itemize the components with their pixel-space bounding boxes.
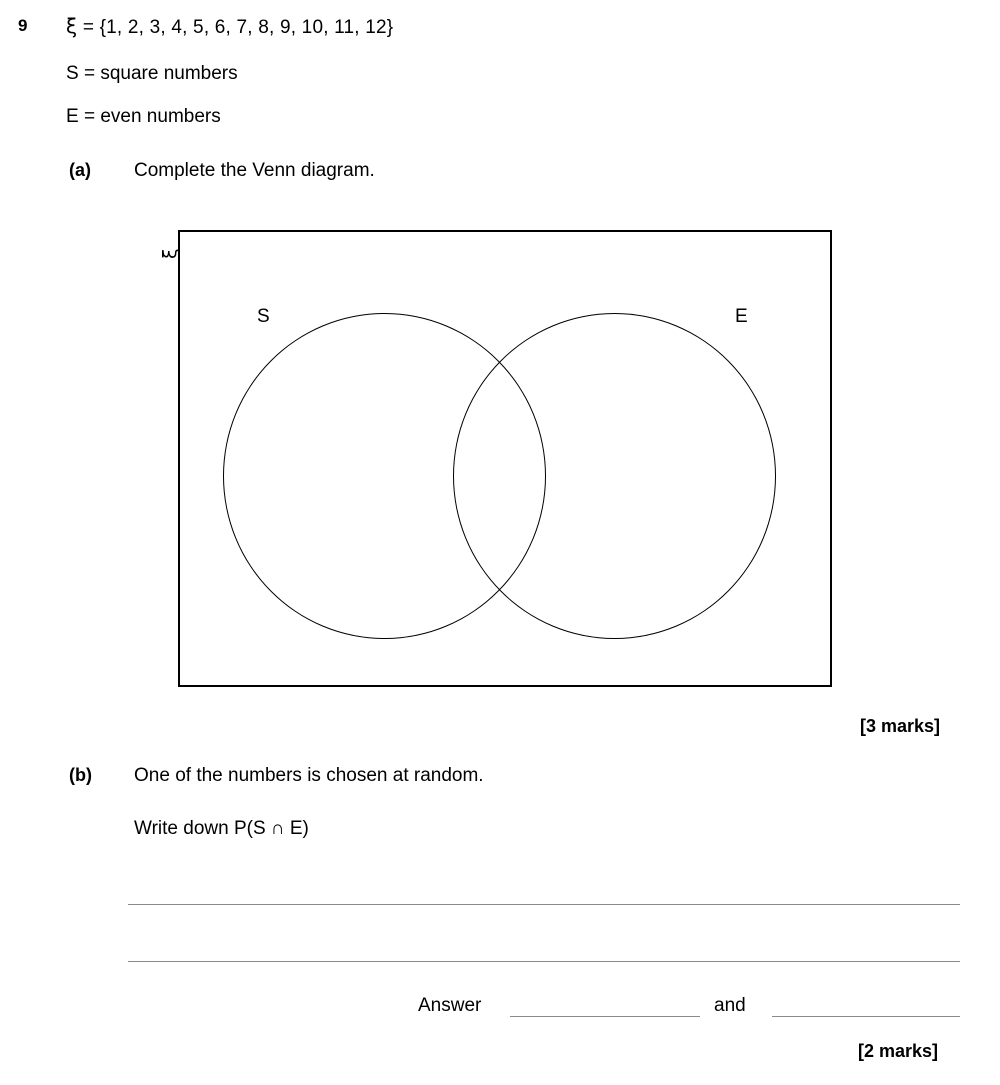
part-a-label: (a) — [69, 160, 91, 180]
working-line-1[interactable] — [128, 904, 960, 905]
answer-conjunction: and — [714, 995, 746, 1016]
universal-set-line — [66, 14, 393, 39]
venn-label-s: S — [257, 306, 270, 327]
part-a-instruction: Complete the Venn diagram. — [134, 160, 375, 181]
venn-circle-e[interactable] — [453, 313, 776, 639]
part-b-instruction: One of the numbers is chosen at random. — [134, 765, 484, 786]
part-b-label: (b) — [69, 765, 92, 785]
part-b-probability-prompt: Write down P(S ∩ E) — [134, 818, 309, 839]
answer-label: Answer — [418, 995, 482, 1016]
venn-universal-set-label: ξ — [159, 248, 181, 259]
xi-symbol: ξ — [66, 14, 78, 38]
part-a-marks: [3 marks] — [860, 716, 941, 736]
answer-input-1[interactable] — [510, 1016, 700, 1017]
part-b-marks: [2 marks] — [858, 1041, 939, 1061]
question-number: 9 — [18, 16, 28, 35]
set-e-definition: E = even numbers — [66, 106, 221, 127]
universal-set-values: = {1, 2, 3, 4, 5, 6, 7, 8, 9, 10, 11, 12} — [82, 17, 394, 38]
set-s-definition: S = square numbers — [66, 63, 238, 84]
venn-label-e: E — [735, 306, 748, 327]
answer-input-2[interactable] — [772, 1016, 960, 1017]
working-line-2[interactable] — [128, 961, 960, 962]
